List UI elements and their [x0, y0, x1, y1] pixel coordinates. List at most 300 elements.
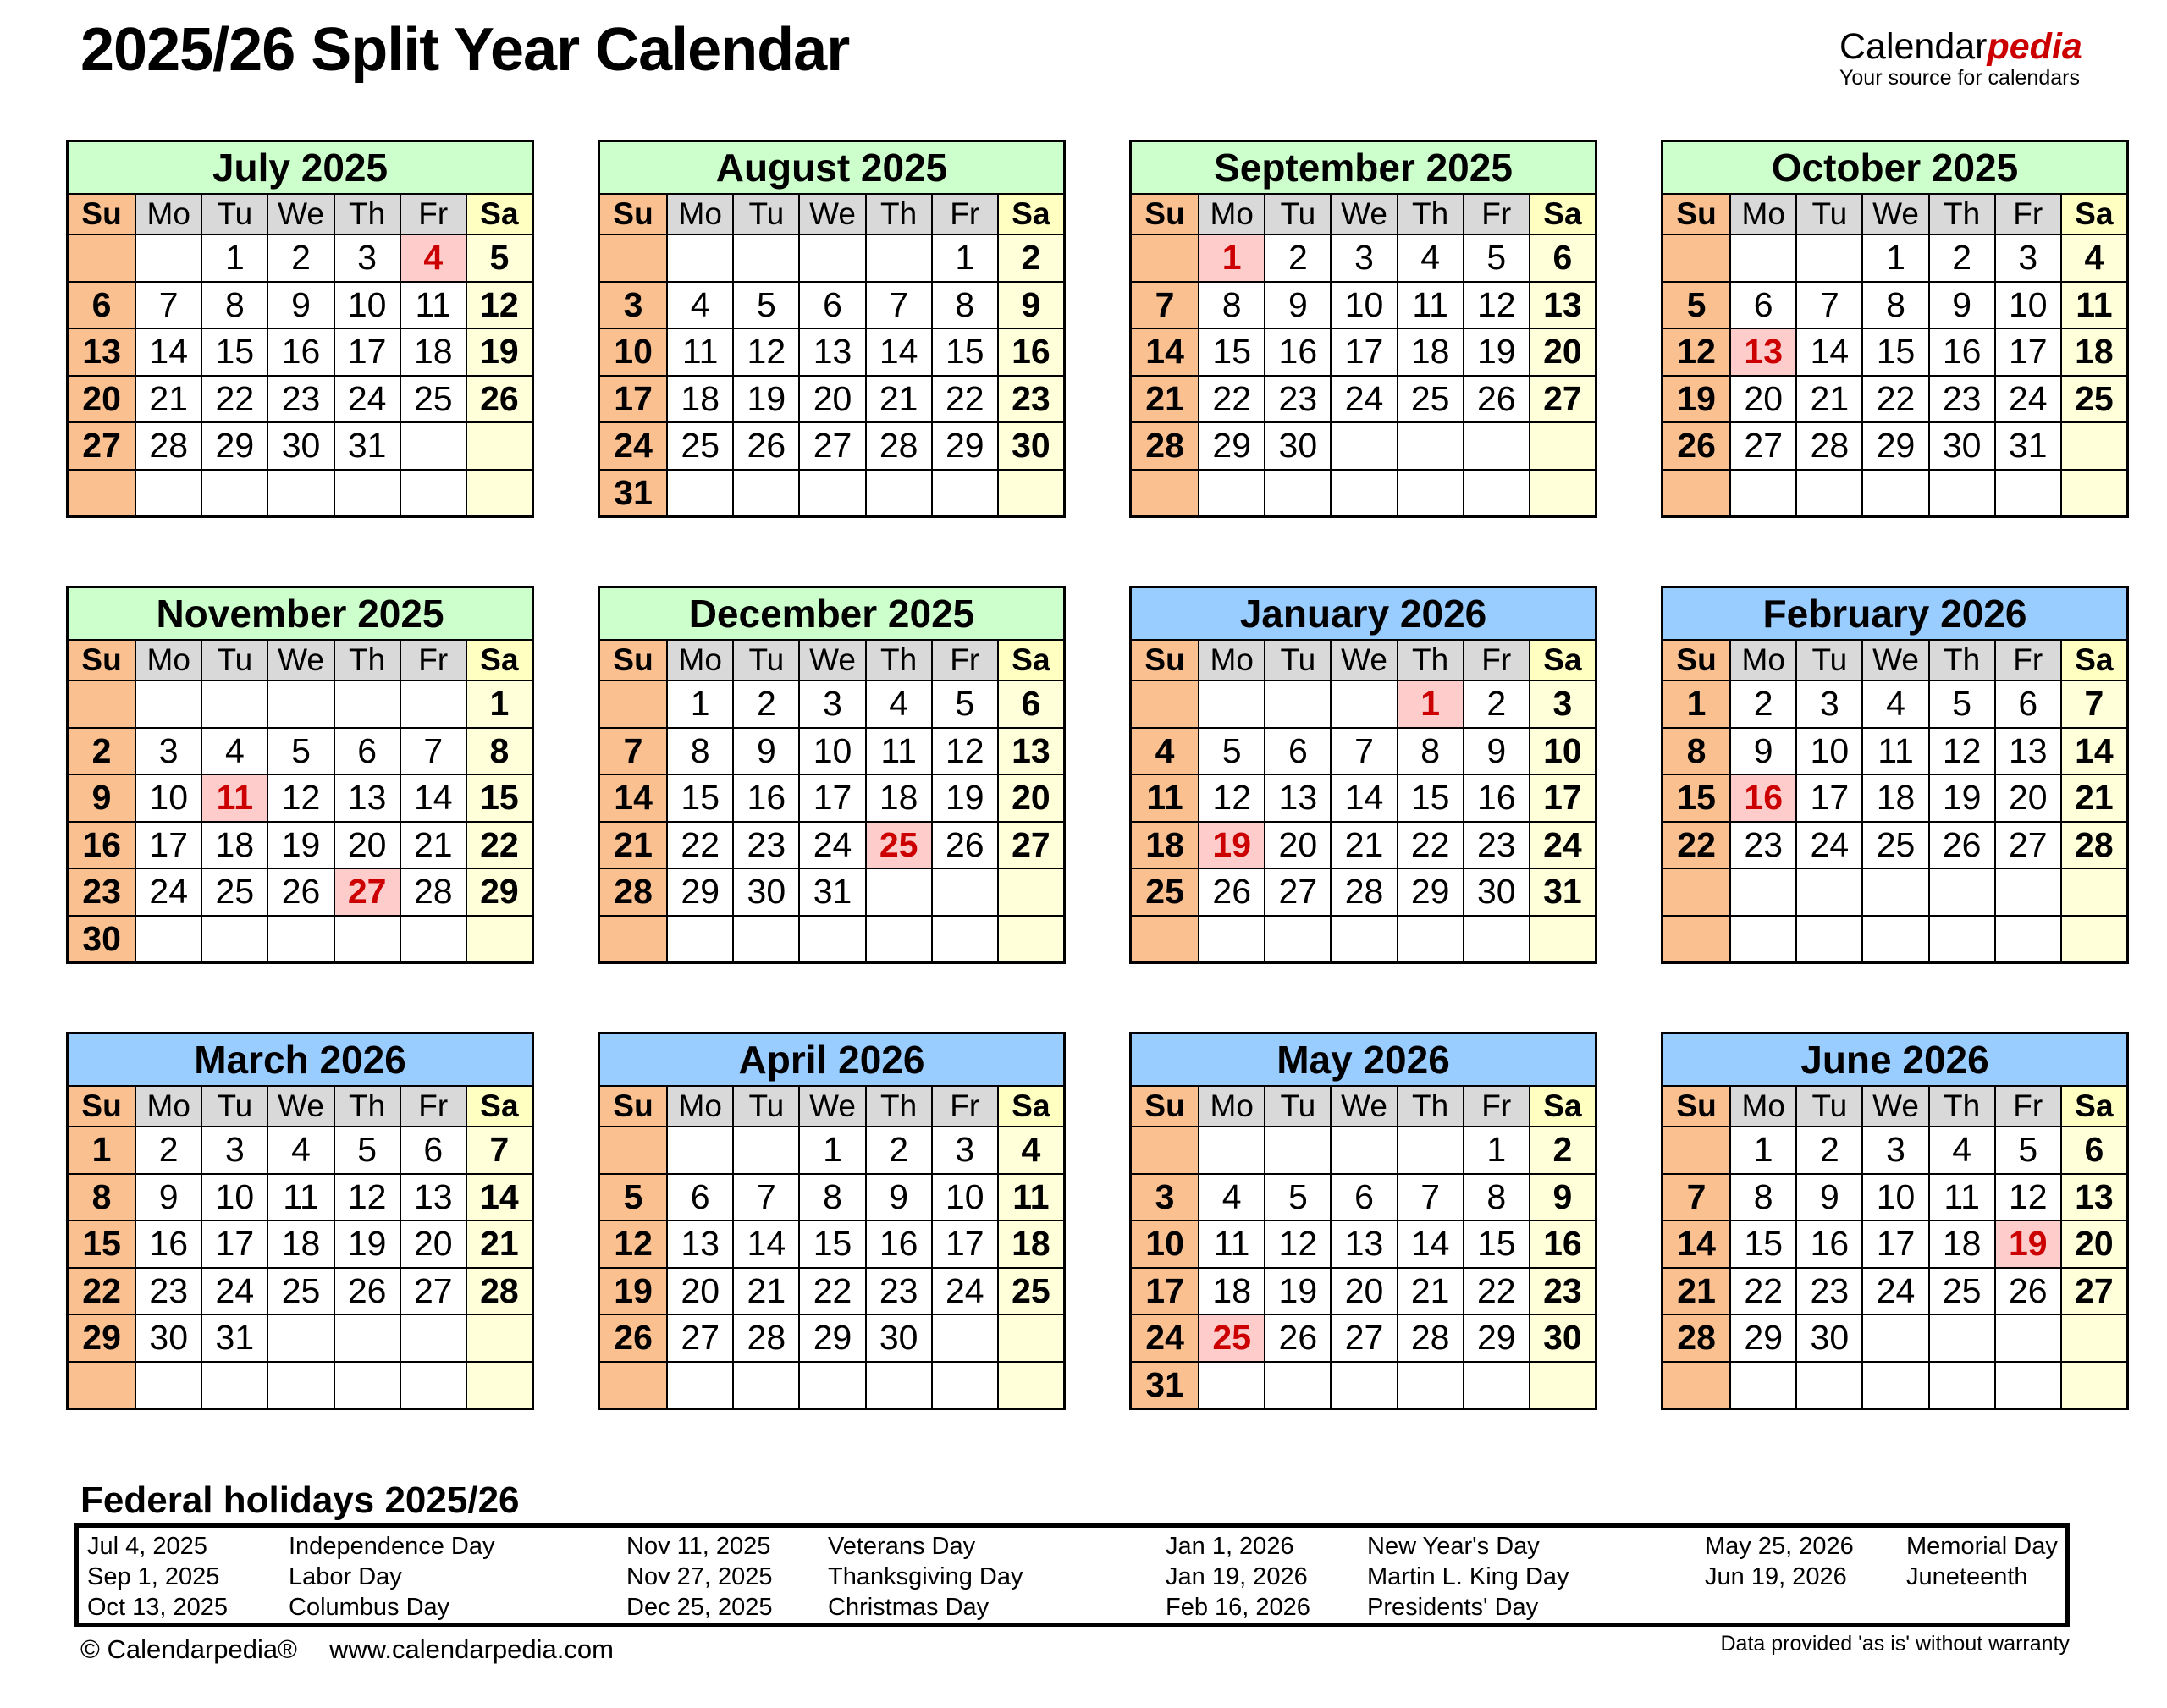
holiday-name: Martin L. King Day [1367, 1562, 1569, 1590]
day-header-fr: Fr [1994, 193, 2060, 234]
empty-cell [466, 469, 532, 516]
day-cell: 26 [1994, 1267, 2060, 1314]
day-cell: 3 [1132, 1173, 1198, 1220]
day-cell: 25 [400, 375, 466, 422]
day-cell: 15 [1663, 774, 1729, 821]
day-cell: 31 [798, 868, 864, 915]
day-cell: 3 [201, 1126, 267, 1173]
empty-cell [600, 1361, 666, 1408]
day-cell: 9 [135, 1173, 201, 1220]
empty-cell [1132, 234, 1198, 281]
empty-cell [201, 915, 267, 962]
day-cell: 14 [1132, 328, 1198, 375]
empty-cell [600, 234, 666, 281]
day-cell: 25 [1861, 821, 1927, 868]
calendar-grid [66, 140, 2129, 1410]
day-cell: 28 [1663, 1314, 1729, 1361]
day-cell: 16 [267, 328, 333, 375]
day-cell: 15 [201, 328, 267, 375]
day-cell: 10 [334, 281, 400, 328]
day-header-we: We [1861, 639, 1927, 680]
holiday-name: Veterans Day [828, 1532, 976, 1560]
day-header-we: We [798, 1085, 864, 1126]
day-cell: 5 [732, 281, 798, 328]
month-calendar-september-2025 [1129, 140, 1597, 518]
day-cell: 11 [666, 328, 732, 375]
day-cell: 28 [1132, 421, 1198, 469]
day-cell: 17 [1795, 774, 1861, 821]
empty-cell [1795, 469, 1861, 516]
day-cell: 15 [798, 1220, 864, 1267]
day-cell: 1 [1663, 680, 1729, 727]
day-header-su: Su [69, 1085, 135, 1126]
day-cell: 4 [1132, 727, 1198, 774]
day-cell: 24 [334, 375, 400, 422]
day-header-we: We [267, 639, 333, 680]
day-cell: 9 [865, 1173, 931, 1220]
day-cell: 8 [1397, 727, 1463, 774]
day-cell: 28 [1330, 868, 1396, 915]
holiday-name: Labor Day [289, 1562, 402, 1590]
day-cell: 21 [135, 375, 201, 422]
day-cell: 30 [997, 421, 1063, 469]
empty-cell [1529, 1361, 1595, 1408]
day-cell: 14 [732, 1220, 798, 1267]
day-cell: 20 [1330, 1267, 1396, 1314]
day-cell: 10 [135, 774, 201, 821]
day-header-fr: Fr [1463, 1085, 1529, 1126]
day-cell: 9 [1264, 281, 1330, 328]
day-cell: 6 [1529, 234, 1595, 281]
day-cell: 26 [1198, 868, 1264, 915]
day-cell: 31 [600, 469, 666, 516]
day-cell: 9 [267, 281, 333, 328]
day-cell: 6 [334, 727, 400, 774]
holiday-name: Thanksgiving Day [828, 1562, 1023, 1590]
day-cell: 17 [1994, 328, 2060, 375]
day-cell: 4 [201, 727, 267, 774]
day-cell: 14 [2060, 727, 2126, 774]
day-header-sa: Sa [1529, 639, 1595, 680]
day-cell: 25 [1397, 375, 1463, 422]
empty-cell [1994, 469, 2060, 516]
disclaimer-text: Data provided 'as is' without warranty [1720, 1632, 2070, 1656]
day-cell: 19 [1264, 1267, 1330, 1314]
day-cell: 22 [201, 375, 267, 422]
day-cell: 14 [865, 328, 931, 375]
day-header-th: Th [334, 193, 400, 234]
day-cell: 3 [135, 727, 201, 774]
day-cell: 31 [1994, 421, 2060, 469]
empty-cell [334, 680, 400, 727]
day-cell: 11 [865, 727, 931, 774]
day-cell: 20 [2060, 1220, 2126, 1267]
calendarpedia-logo [1839, 26, 2082, 90]
empty-cell [267, 680, 333, 727]
day-cell: 1 [1861, 234, 1927, 281]
day-cell: 13 [69, 328, 135, 375]
day-cell: 3 [1861, 1126, 1927, 1173]
day-cell: 26 [600, 1314, 666, 1361]
day-cell: 2 [997, 234, 1063, 281]
day-cell: 15 [1198, 328, 1264, 375]
day-cell: 19 [334, 1220, 400, 1267]
day-cell: 8 [1198, 281, 1264, 328]
day-cell: 16 [69, 821, 135, 868]
day-header-tu: Tu [201, 1085, 267, 1126]
day-header-mo: Mo [1198, 193, 1264, 234]
empty-cell [1994, 868, 2060, 915]
day-cell: 7 [466, 1126, 532, 1173]
day-cell: 4 [1198, 1173, 1264, 1220]
day-cell: 10 [600, 328, 666, 375]
day-header-mo: Mo [666, 639, 732, 680]
day-cell: 26 [931, 821, 997, 868]
empty-cell [1729, 1361, 1795, 1408]
day-header-tu: Tu [1264, 1085, 1330, 1126]
day-cell: 9 [732, 727, 798, 774]
day-cell: 23 [732, 821, 798, 868]
footer [80, 1634, 614, 1665]
empty-cell [201, 469, 267, 516]
day-cell: 2 [1729, 680, 1795, 727]
day-cell: 23 [1795, 1267, 1861, 1314]
holiday-day-cell: 19 [1994, 1220, 2060, 1267]
day-cell: 1 [201, 234, 267, 281]
day-cell: 11 [1198, 1220, 1264, 1267]
empty-cell [1132, 469, 1198, 516]
empty-cell [865, 868, 931, 915]
day-cell: 2 [865, 1126, 931, 1173]
day-cell: 26 [1463, 375, 1529, 422]
month-title: August 2025 [600, 142, 1063, 193]
day-header-su: Su [1132, 193, 1198, 234]
day-header-mo: Mo [135, 193, 201, 234]
day-cell: 18 [2060, 328, 2126, 375]
holiday-name: Presidents' Day [1367, 1593, 1539, 1621]
day-cell: 5 [1198, 727, 1264, 774]
day-cell: 28 [400, 868, 466, 915]
empty-cell [1198, 1126, 1264, 1173]
day-cell: 31 [1132, 1361, 1198, 1408]
logo-text-calendar: Calendar [1839, 26, 1988, 67]
day-cell: 27 [1529, 375, 1595, 422]
empty-cell [1330, 1126, 1396, 1173]
day-cell: 22 [666, 821, 732, 868]
day-cell: 23 [865, 1267, 931, 1314]
day-cell: 19 [1928, 774, 1994, 821]
day-cell: 4 [997, 1126, 1063, 1173]
logo-tagline: Your source for calendars [1839, 66, 2080, 90]
empty-cell [1397, 1126, 1463, 1173]
day-cell: 13 [1264, 774, 1330, 821]
empty-cell [400, 421, 466, 469]
day-cell: 8 [931, 281, 997, 328]
day-cell: 16 [1529, 1220, 1595, 1267]
month-title: May 2026 [1132, 1034, 1595, 1085]
holiday-day-cell: 11 [201, 774, 267, 821]
day-cell: 15 [931, 328, 997, 375]
day-cell: 24 [1529, 821, 1595, 868]
day-cell: 20 [69, 375, 135, 422]
day-cell: 23 [1729, 821, 1795, 868]
empty-cell [334, 915, 400, 962]
day-header-th: Th [1397, 1085, 1463, 1126]
day-cell: 29 [69, 1314, 135, 1361]
day-cell: 16 [135, 1220, 201, 1267]
day-header-th: Th [865, 193, 931, 234]
day-cell: 21 [1663, 1267, 1729, 1314]
day-cell: 20 [666, 1267, 732, 1314]
empty-cell [400, 1361, 466, 1408]
day-cell: 28 [600, 868, 666, 915]
day-cell: 22 [466, 821, 532, 868]
day-cell: 21 [732, 1267, 798, 1314]
day-header-tu: Tu [1795, 1085, 1861, 1126]
empty-cell [1994, 1361, 2060, 1408]
day-cell: 28 [2060, 821, 2126, 868]
day-cell: 6 [69, 281, 135, 328]
day-cell: 21 [1795, 375, 1861, 422]
empty-cell [600, 915, 666, 962]
month-calendar-november-2025 [66, 586, 534, 964]
day-cell: 15 [69, 1220, 135, 1267]
day-cell: 19 [267, 821, 333, 868]
empty-cell [1463, 915, 1529, 962]
empty-cell [1928, 915, 1994, 962]
day-cell: 6 [1264, 727, 1330, 774]
day-cell: 3 [334, 234, 400, 281]
day-cell: 2 [1529, 1126, 1595, 1173]
day-cell: 30 [1928, 421, 1994, 469]
empty-cell [666, 234, 732, 281]
empty-cell [1663, 234, 1729, 281]
day-cell: 27 [1330, 1314, 1396, 1361]
day-header-su: Su [1663, 193, 1729, 234]
day-cell: 2 [1928, 234, 1994, 281]
month-title: March 2026 [69, 1034, 532, 1085]
day-cell: 9 [1928, 281, 1994, 328]
month-title: September 2025 [1132, 142, 1595, 193]
day-cell: 20 [1994, 774, 2060, 821]
empty-cell [1132, 1126, 1198, 1173]
day-cell: 26 [732, 421, 798, 469]
day-header-sa: Sa [466, 1085, 532, 1126]
day-cell: 26 [1928, 821, 1994, 868]
day-cell: 6 [997, 680, 1063, 727]
empty-cell [135, 680, 201, 727]
empty-cell [931, 868, 997, 915]
day-cell: 12 [466, 281, 532, 328]
empty-cell [135, 469, 201, 516]
day-cell: 19 [466, 328, 532, 375]
day-cell: 10 [931, 1173, 997, 1220]
holiday-date: Jul 4, 2025 [87, 1532, 207, 1560]
day-header-we: We [798, 639, 864, 680]
day-cell: 25 [2060, 375, 2126, 422]
empty-cell [1795, 234, 1861, 281]
day-cell: 20 [997, 774, 1063, 821]
day-cell: 4 [1397, 234, 1463, 281]
empty-cell [1330, 1361, 1396, 1408]
day-cell: 23 [267, 375, 333, 422]
holiday-name: Columbus Day [289, 1593, 450, 1621]
empty-cell [400, 680, 466, 727]
empty-cell [666, 1361, 732, 1408]
empty-cell [69, 680, 135, 727]
empty-cell [1463, 421, 1529, 469]
empty-cell [666, 915, 732, 962]
holiday-day-cell: 25 [865, 821, 931, 868]
empty-cell [997, 915, 1063, 962]
day-header-tu: Tu [732, 639, 798, 680]
day-cell: 5 [466, 234, 532, 281]
day-cell: 13 [400, 1173, 466, 1220]
empty-cell [1264, 915, 1330, 962]
day-cell: 23 [135, 1267, 201, 1314]
empty-cell [1795, 1361, 1861, 1408]
day-cell: 18 [1198, 1267, 1264, 1314]
holiday-day-cell: 13 [1729, 328, 1795, 375]
day-cell: 19 [1463, 328, 1529, 375]
day-cell: 2 [732, 680, 798, 727]
month-calendar-december-2025 [598, 586, 1066, 964]
day-cell: 19 [600, 1267, 666, 1314]
day-cell: 18 [865, 774, 931, 821]
day-header-we: We [267, 193, 333, 234]
day-cell: 7 [2060, 680, 2126, 727]
empty-cell [1928, 1314, 1994, 1361]
empty-cell [1264, 1126, 1330, 1173]
day-cell: 9 [1529, 1173, 1595, 1220]
day-cell: 1 [466, 680, 532, 727]
holiday-day-cell: 27 [334, 868, 400, 915]
day-cell: 13 [334, 774, 400, 821]
empty-cell [865, 1361, 931, 1408]
day-header-we: We [1330, 1085, 1396, 1126]
day-cell: 9 [997, 281, 1063, 328]
day-cell: 3 [1529, 680, 1595, 727]
day-cell: 14 [1795, 328, 1861, 375]
empty-cell [1198, 915, 1264, 962]
day-cell: 7 [1663, 1173, 1729, 1220]
empty-cell [400, 1314, 466, 1361]
day-cell: 17 [1529, 774, 1595, 821]
empty-cell [466, 915, 532, 962]
empty-cell [267, 1361, 333, 1408]
day-header-su: Su [1663, 1085, 1729, 1126]
empty-cell [1663, 868, 1729, 915]
day-cell: 21 [600, 821, 666, 868]
day-cell: 2 [135, 1126, 201, 1173]
website-link[interactable]: www.calendarpedia.com [328, 1634, 614, 1664]
day-cell: 3 [600, 281, 666, 328]
day-header-su: Su [600, 1085, 666, 1126]
holiday-day-cell: 25 [1198, 1314, 1264, 1361]
day-cell: 15 [1397, 774, 1463, 821]
day-cell: 20 [334, 821, 400, 868]
day-cell: 29 [201, 421, 267, 469]
day-cell: 5 [600, 1173, 666, 1220]
day-header-mo: Mo [1198, 639, 1264, 680]
empty-cell [1795, 915, 1861, 962]
day-cell: 24 [931, 1267, 997, 1314]
day-cell: 28 [1795, 421, 1861, 469]
empty-cell [1529, 469, 1595, 516]
day-cell: 12 [1198, 774, 1264, 821]
day-cell: 1 [69, 1126, 135, 1173]
empty-cell [2060, 1361, 2126, 1408]
empty-cell [400, 915, 466, 962]
day-cell: 29 [1861, 421, 1927, 469]
day-header-fr: Fr [1463, 639, 1529, 680]
day-header-sa: Sa [2060, 1085, 2126, 1126]
day-cell: 10 [1861, 1173, 1927, 1220]
month-title: December 2025 [600, 588, 1063, 639]
day-cell: 19 [732, 375, 798, 422]
month-title: October 2025 [1663, 142, 2126, 193]
day-header-th: Th [334, 639, 400, 680]
day-cell: 23 [1928, 375, 1994, 422]
day-header-tu: Tu [732, 1085, 798, 1126]
day-cell: 7 [1132, 281, 1198, 328]
day-header-mo: Mo [1729, 193, 1795, 234]
empty-cell [1463, 1361, 1529, 1408]
day-cell: 8 [1463, 1173, 1529, 1220]
day-cell: 13 [997, 727, 1063, 774]
empty-cell [1132, 915, 1198, 962]
day-cell: 18 [267, 1220, 333, 1267]
day-cell: 9 [1729, 727, 1795, 774]
day-cell: 24 [1132, 1314, 1198, 1361]
month-calendar-june-2026 [1661, 1032, 2129, 1410]
holiday-day-cell: 4 [400, 234, 466, 281]
holiday-name: Independence Day [289, 1532, 495, 1560]
empty-cell [666, 1126, 732, 1173]
day-cell: 1 [798, 1126, 864, 1173]
day-cell: 8 [666, 727, 732, 774]
empty-cell [1330, 469, 1396, 516]
day-cell: 24 [201, 1267, 267, 1314]
empty-cell [1529, 915, 1595, 962]
day-cell: 22 [1397, 821, 1463, 868]
day-cell: 11 [997, 1173, 1063, 1220]
day-cell: 3 [798, 680, 864, 727]
day-cell: 8 [1861, 281, 1927, 328]
day-cell: 27 [69, 421, 135, 469]
day-header-th: Th [1928, 1085, 1994, 1126]
day-cell: 11 [1861, 727, 1927, 774]
day-cell: 25 [1928, 1267, 1994, 1314]
day-header-mo: Mo [135, 639, 201, 680]
empty-cell [1264, 469, 1330, 516]
day-cell: 6 [1729, 281, 1795, 328]
day-cell: 25 [666, 421, 732, 469]
day-cell: 8 [1663, 727, 1729, 774]
day-cell: 24 [135, 868, 201, 915]
day-cell: 16 [732, 774, 798, 821]
empty-cell [400, 469, 466, 516]
day-header-sa: Sa [997, 193, 1063, 234]
empty-cell [931, 469, 997, 516]
empty-cell [334, 469, 400, 516]
empty-cell [1330, 680, 1396, 727]
day-cell: 4 [1928, 1126, 1994, 1173]
day-cell: 3 [1330, 234, 1396, 281]
day-cell: 30 [1264, 421, 1330, 469]
day-cell: 20 [1264, 821, 1330, 868]
day-cell: 25 [201, 868, 267, 915]
